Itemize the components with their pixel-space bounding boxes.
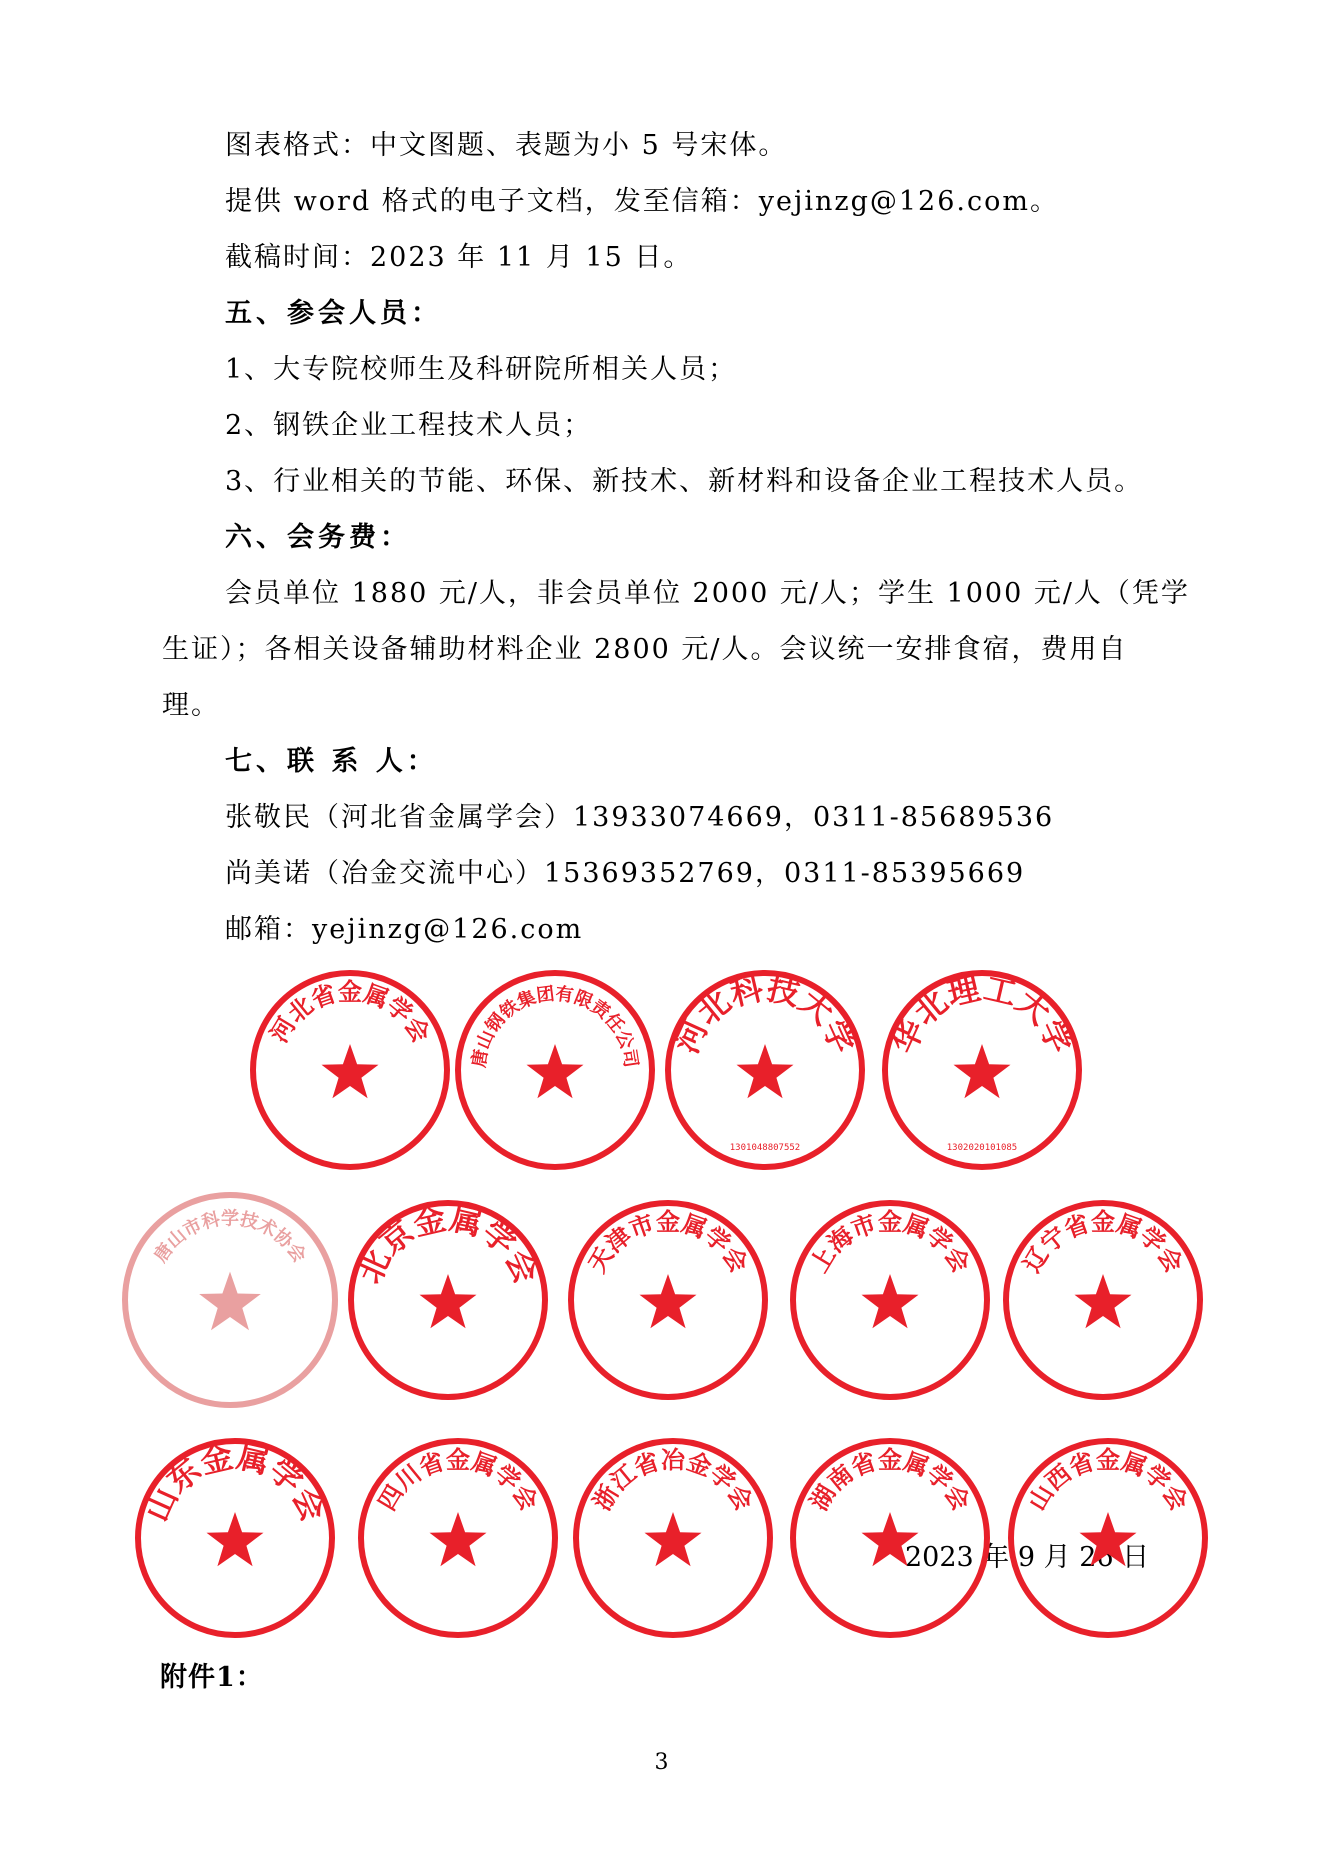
- seal-2: [449, 964, 661, 1176]
- seal-name: 唐山市科学技术协会: [150, 1208, 310, 1267]
- seal-3: [659, 964, 871, 1176]
- fee-line: 理。: [162, 690, 220, 721]
- seal-name: 河北科技大学: [667, 968, 863, 1059]
- seal-8: [784, 1194, 996, 1406]
- issue-date: 2023 年 9 月 26 日: [905, 1542, 1150, 1573]
- star-icon: [1075, 1274, 1132, 1328]
- star-icon: [430, 1512, 487, 1566]
- seal-name: 浙江省冶金学会: [587, 1446, 759, 1516]
- star-icon: [954, 1044, 1011, 1098]
- star-icon: [527, 1044, 584, 1098]
- star-icon: [420, 1274, 477, 1328]
- star-icon: [737, 1044, 794, 1098]
- seal-code: 1301048807552: [729, 1143, 801, 1153]
- seal-name: 四川省金属学会: [372, 1446, 544, 1516]
- seal-1: [244, 964, 456, 1176]
- fee-line: 会员单位 1880 元/人，非会员单位 2000 元/人；学生 1000 元/人（凭学: [225, 578, 1190, 609]
- star-icon: [862, 1512, 919, 1566]
- seal-12: [567, 1432, 779, 1644]
- submission-line: 提供 word 格式的电子文档，发至信箱：yejinzg@126.com。: [225, 186, 1059, 217]
- seal-4: [876, 964, 1088, 1176]
- deadline-line: 截稿时间：2023 年 11 月 15 日。: [225, 242, 693, 273]
- list-item: 3、行业相关的节能、环保、新技术、新材料和设备企业工程技术人员。: [225, 466, 1144, 497]
- seal-code: 1302020101085: [946, 1143, 1018, 1153]
- section-heading: 六、会务费：: [225, 522, 411, 553]
- fee-line: 生证）；各相关设备辅助材料企业 2800 元/人。会议统一安排食宿，费用自: [162, 634, 1128, 665]
- seal-name: 山东金属学会: [137, 1436, 333, 1527]
- star-icon: [1080, 1512, 1137, 1566]
- page-number: 3: [654, 1750, 669, 1775]
- seal-10: [129, 1432, 341, 1644]
- seal-name: 唐山钢铁集团有限责任公司: [468, 983, 642, 1069]
- seal-13: [784, 1432, 996, 1644]
- star-icon: [645, 1512, 702, 1566]
- seal-9: [997, 1194, 1209, 1406]
- seal-name: 辽宁省金属学会: [1017, 1208, 1189, 1278]
- star-icon: [207, 1512, 264, 1566]
- seal-7: [562, 1194, 774, 1406]
- star-icon: [199, 1272, 261, 1331]
- seal-name: 河北省金属学会: [264, 978, 436, 1048]
- star-icon: [322, 1044, 379, 1098]
- star-icon: [640, 1274, 697, 1328]
- seal-name: 北京金属学会: [350, 1198, 546, 1289]
- format-line: 图表格式：中文图题、表题为小 5 号宋体。: [225, 130, 788, 161]
- email-line: 邮箱：yejinzg@126.com: [225, 914, 584, 945]
- section-heading: 五、参会人员：: [225, 298, 442, 329]
- contact-line: 张敬民（河北省金属学会）13933074669，0311-85689536: [225, 802, 1055, 833]
- seal-name: 上海市金属学会: [804, 1208, 976, 1278]
- seal-name: 湖南省金属学会: [804, 1446, 976, 1516]
- contact-line: 尚美诺（冶金交流中心）15369352769，0311-85395669: [225, 858, 1026, 889]
- seal-name: 华北理工大学: [884, 968, 1080, 1059]
- seal-11: [352, 1432, 564, 1644]
- seal-6: [342, 1194, 554, 1406]
- seal-name: 天津市金属学会: [582, 1208, 754, 1278]
- attachment-label: 附件1：: [160, 1662, 264, 1693]
- seal-14: [1002, 1432, 1214, 1644]
- list-item: 1、大专院校师生及科研院所相关人员；: [225, 354, 738, 385]
- seal-5: [116, 1186, 344, 1414]
- section-heading: 七、联 系 人：: [225, 746, 438, 777]
- star-icon: [862, 1274, 919, 1328]
- seal-name: 山西省金属学会: [1022, 1446, 1194, 1516]
- list-item: 2、钢铁企业工程技术人员；: [225, 410, 593, 441]
